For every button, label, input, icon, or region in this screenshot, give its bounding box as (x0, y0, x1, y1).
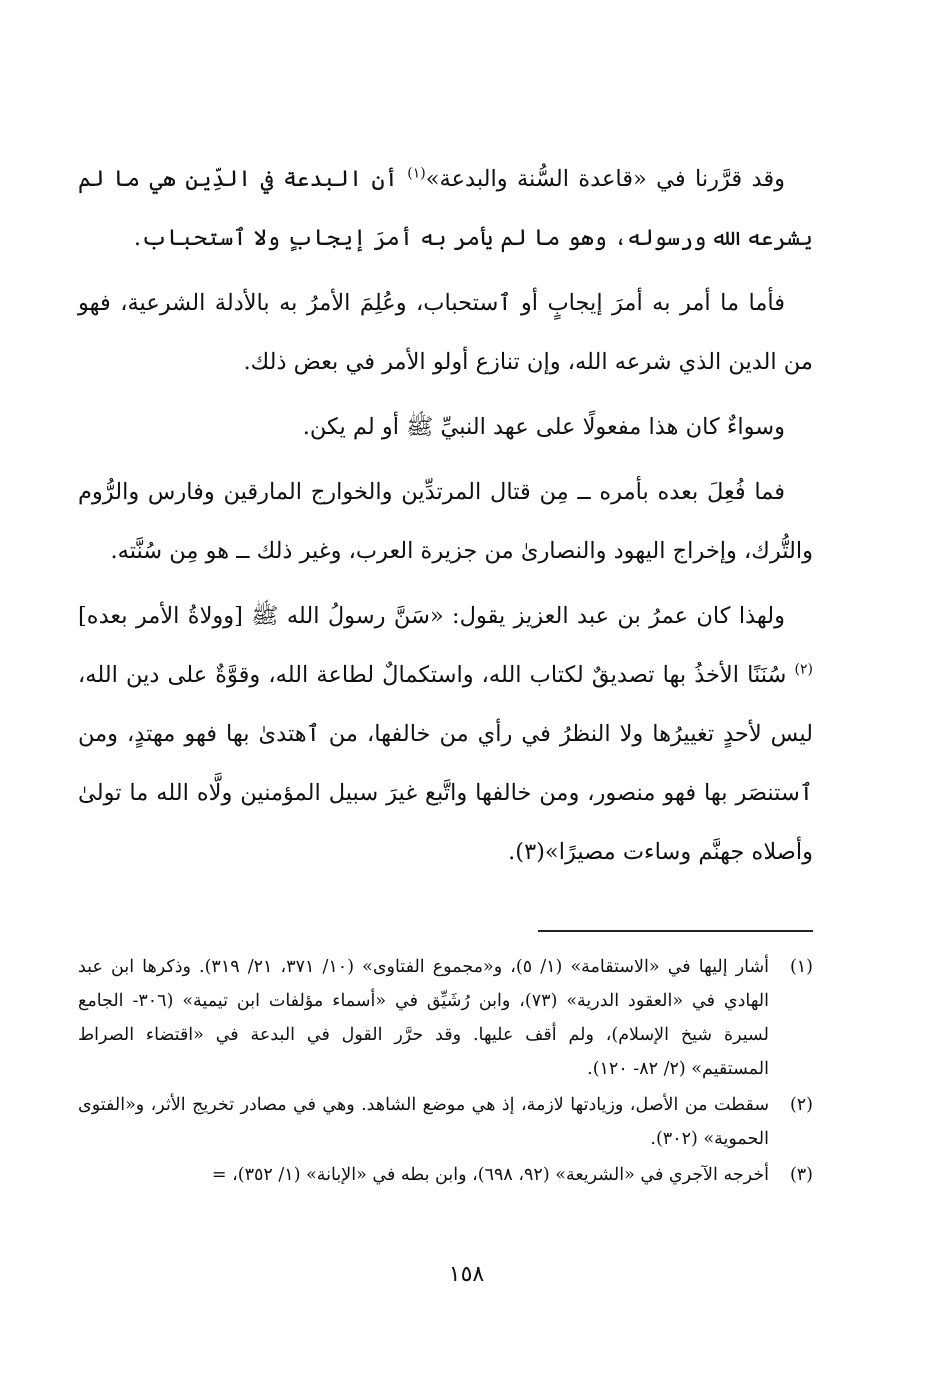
footnote-text: أشار إليها في «الاستقامة» (١/ ٥)، و«مجموع الفتاوى» (١٠/ ٣٧١، ٢١/ ٣١٩). وذكرها ابن عبد الهادي في «العقود الدرية» (٧٣)، وابن رُشَيِّق في «أسماء مؤلفات ابن تيمية» (٣٠٦- الجامع لسيرة شيخ الإسلام)، ولم أقف عليها. وقد حرَّر القول في البدعة في «اقتضاء الصراط المستقيم» (٢/ ٨٢- ١٢٠). (78, 957, 770, 1079)
paragraph-text: وسواءٌ كان هذا مفعولًا على عهد النبيِّ ﷺ أو لم يكن. (302, 414, 785, 440)
footnote-text: أخرجه الآجري في «الشريعة» (٩٢، ٦٩٨)، وابن بطه في «الإبانة» (١/ ٣٥٢)، = (211, 1165, 769, 1185)
paragraph-text: فما فُعِلَ بعده بأمره ــ مِن قتال المرتدِّين والخوارج المارقين وفارس والرُّوم والتُّرك، وإخراج اليهود والنصارىٰ من جزيرة العرب، وغير ذلك ــ هو مِن سُنَّته. (78, 479, 813, 564)
footnote (78, 950, 813, 1086)
footnote-number: (٢) (789, 1095, 813, 1115)
paragraph (78, 398, 813, 457)
footnote-divider (538, 930, 813, 932)
page-number: ١٥٨ (448, 1262, 485, 1287)
paragraph (78, 150, 813, 268)
footnote-number: (١) (789, 957, 813, 977)
footnote-number: (٣) (789, 1165, 813, 1185)
paragraph-text: أن البدعة في الدِّين هي ما لم يشرعه الله ورسوله، وهو ما لم يأمر به أمرَ إيجابٍ ولا ٱستحباب. (78, 166, 813, 251)
paragraph (78, 587, 813, 882)
paragraph-text: ولهذا كان عمرُ بن عبد العزيز يقول: «سَنَّ رسولُ الله ﷺ [وولاةُ الأمر بعده] (78, 603, 785, 629)
footnote-marker[interactable]: (٢) (794, 661, 813, 678)
paragraph (78, 274, 813, 392)
paragraph (78, 463, 813, 581)
paragraph-text: فأما ما أمر به أمرَ إيجابٍ أو ٱستحباب، وعُلِمَ الأمرُ به بالأدلة الشرعية، فهو من الدين الذي شرعه الله، وإن تنازع أولو الأمر في بعض ذلك. (78, 290, 813, 375)
footnote (78, 1088, 813, 1156)
footnote-text: سقطت من الأصل، وزيادتها لازمة، إذ هي موضع الشاهد. وهي في مصادر تخريج الأثر، و«الفتوى الحموية» (٣٠٢). (78, 1095, 769, 1149)
paragraph-text: سُنَنًا الأخذُ بها تصديقٌ لكتاب الله، واستكمالٌ لطاعة الله، وقوَّةٌ على دين الله، ليس لأحدٍ تغييرُها ولا النظرُ في رأي من خالفها، من ٱهتدىٰ بها فهو مهتدٍ، ومن ٱستنصَر بها فهو منصور، ومن خالفها واتَّبع غيرَ سبيل المؤمنين ولَّاه الله ما تولىٰ وأصلاه جهنَّم وساءت مصيرًا»(٣). (78, 662, 813, 865)
footnotes (78, 950, 813, 1194)
main-text (78, 150, 813, 888)
footnote-marker[interactable]: (١) (407, 165, 426, 182)
paragraph-text: وقد قرَّرنا في «قاعدة السُّنة والبدعة» (425, 166, 785, 192)
footnote (78, 1158, 813, 1192)
